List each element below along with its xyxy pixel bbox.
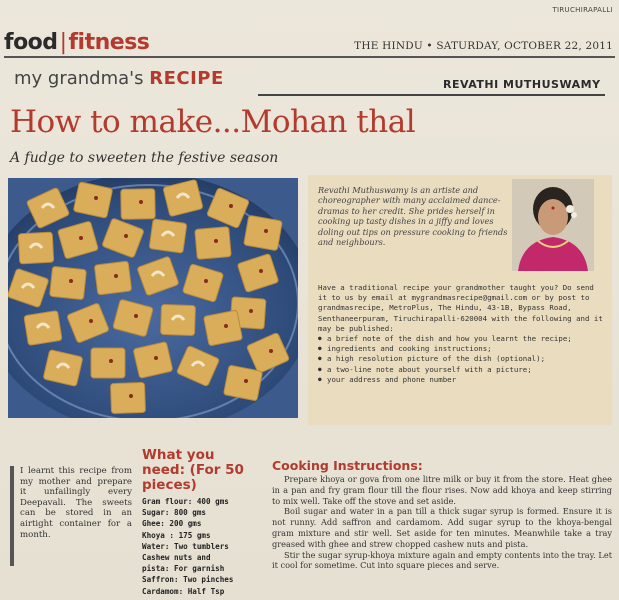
section-separator: | xyxy=(59,30,67,55)
fudge-piece xyxy=(160,304,195,335)
author-bio: Revathi Muthuswamy is an artiste and choreographer with many acclaimed dance-dramas to her credit. She prides herself in cooking up tasty dishes in a jiffy and loves doling out tips on pressure cooking to friends and neighbours. xyxy=(318,185,508,248)
author-portrait-illustration xyxy=(512,179,594,271)
headline: How to make...Mohan thal xyxy=(10,104,416,140)
dateline: THE HINDU • SATURDAY, OCTOBER 22, 2011 xyxy=(354,40,613,52)
saffron-garnish xyxy=(229,204,233,208)
fudge-piece xyxy=(195,227,231,260)
fudge-piece xyxy=(94,261,131,295)
fudge-piece xyxy=(110,382,145,413)
saffron-garnish xyxy=(124,234,128,238)
ingredient-line: pista: For garnish xyxy=(142,564,225,574)
submission-item: ● your address and phone number xyxy=(318,375,606,385)
fudge-piece xyxy=(73,182,112,218)
saffron-garnish xyxy=(269,349,273,353)
saffron-garnish xyxy=(224,324,228,328)
saffron-garnish xyxy=(94,196,98,200)
column-title xyxy=(14,68,224,89)
saffron-garnish xyxy=(139,200,143,204)
mohan-thal-photo-illustration xyxy=(8,178,298,418)
fudge-piece xyxy=(223,365,262,401)
saffron-garnish xyxy=(204,279,208,283)
fudge-piece xyxy=(24,311,62,346)
intro-note: I learnt this recipe from my mother and prepare it unfailingly every Deepavali. The sweets can be stored in an airtight container for a month. xyxy=(20,466,132,540)
author-byline: REVATHI MUTHUSWAMY xyxy=(443,78,601,91)
saffron-garnish xyxy=(214,239,218,243)
section-fitness: fitness xyxy=(68,30,150,55)
fudge-piece xyxy=(203,310,242,346)
saffron-garnish xyxy=(264,229,268,233)
info-box xyxy=(308,175,612,425)
column-rule xyxy=(258,94,605,96)
saffron-garnish xyxy=(249,309,253,313)
saffron-garnish xyxy=(109,359,113,363)
instruction-paragraph: Prepare khoya or gova from one litre milk or buy it from the store. Heat ghee in a pan and fry gram flour till the flour rises. Now add khoya and keep stirring to mix well. Take off the stove and set aside. xyxy=(272,474,612,506)
edition-city: TIRUCHIRAPALLI xyxy=(552,6,613,14)
saffron-garnish xyxy=(244,379,248,383)
ingredient-line: Gram flour: 400 gms xyxy=(142,497,229,506)
ingredient-line: Sugar: 800 gms xyxy=(142,508,207,518)
instruction-paragraph: Boil sugar and water in a pan till a thick sugar syrup is formed. Ensure it is not runny. Add saffron and cardamom. Add sugar syrup to the khoya-bengal gram mixture and stir well. Set aside for ten minutes. Meanwhile take a tray greased with ghee and strew chopped cashew nuts and pista. xyxy=(272,506,612,549)
ingredient-line: Saffron: Two pinches xyxy=(142,575,234,585)
ingredient-line: Khoya : 175 gms xyxy=(142,530,211,540)
ingredients-list xyxy=(142,496,264,597)
instruction-paragraph: Stir the sugar syrup-khoya mixture again and empty contents into the tray. Let it cool for sometime. Cut into square pieces and serve. xyxy=(272,549,612,571)
author-portrait xyxy=(512,179,594,271)
fudge-piece xyxy=(18,232,54,264)
saffron-garnish xyxy=(89,319,93,323)
column-title-prefix: my grandma's xyxy=(14,68,144,89)
submission-item: ● a two-line note about yourself with a picture; xyxy=(318,365,606,375)
masthead-rule xyxy=(4,56,615,58)
instructions-title: Cooking Instructions: xyxy=(272,458,423,473)
section-food: food xyxy=(4,30,58,55)
intro-rule xyxy=(10,466,14,566)
section-label xyxy=(4,30,149,55)
submission-item: ● a brief note of the dish and how you learnt the recipe; xyxy=(318,334,606,344)
column-title-main: RECIPE xyxy=(149,68,224,89)
ingredient-line: Cashew nuts and xyxy=(142,553,211,563)
fudge-piece xyxy=(91,348,125,378)
ingredient-line: Cardamom: Half Tsp xyxy=(142,586,225,596)
saffron-garnish xyxy=(69,279,73,283)
saffron-garnish xyxy=(79,236,83,240)
submission-list xyxy=(318,334,606,385)
saffron-garnish xyxy=(154,356,158,360)
subhead: A fudge to sweeten the festive season xyxy=(10,150,279,166)
instructions-body xyxy=(272,474,612,571)
fudge-piece xyxy=(50,266,87,299)
submission-item: ● ingredients and cooking instructions; xyxy=(318,344,606,354)
ingredients-title: What you need: (For 50 pieces) xyxy=(142,447,244,493)
fudge-piece xyxy=(149,219,187,253)
saffron-garnish xyxy=(129,394,133,398)
ingredient-line: Ghee: 200 gms xyxy=(142,519,202,529)
saffron-garnish xyxy=(259,269,263,273)
fudge-piece xyxy=(244,215,283,250)
ingredient-line: Water: Two tumblers xyxy=(142,541,229,551)
submission-call xyxy=(318,283,606,385)
fudge-piece xyxy=(121,189,156,220)
submission-text: Have a traditional recipe your grandmother taught you? Do send it to us by email at mygrandmasrecipe@gmail.com or by post to grandmasrecipe, MetroPlus, The Hindu, 43-1B, Bypass Road, Senthaneerpuram, Tiruchirapalli-620004 with the following and it may be published: xyxy=(318,283,603,333)
saffron-garnish xyxy=(134,314,138,318)
submission-item: ● a high resolution picture of the dish (optional); xyxy=(318,354,606,364)
saffron-garnish xyxy=(114,274,118,278)
dish-photo xyxy=(8,178,298,418)
